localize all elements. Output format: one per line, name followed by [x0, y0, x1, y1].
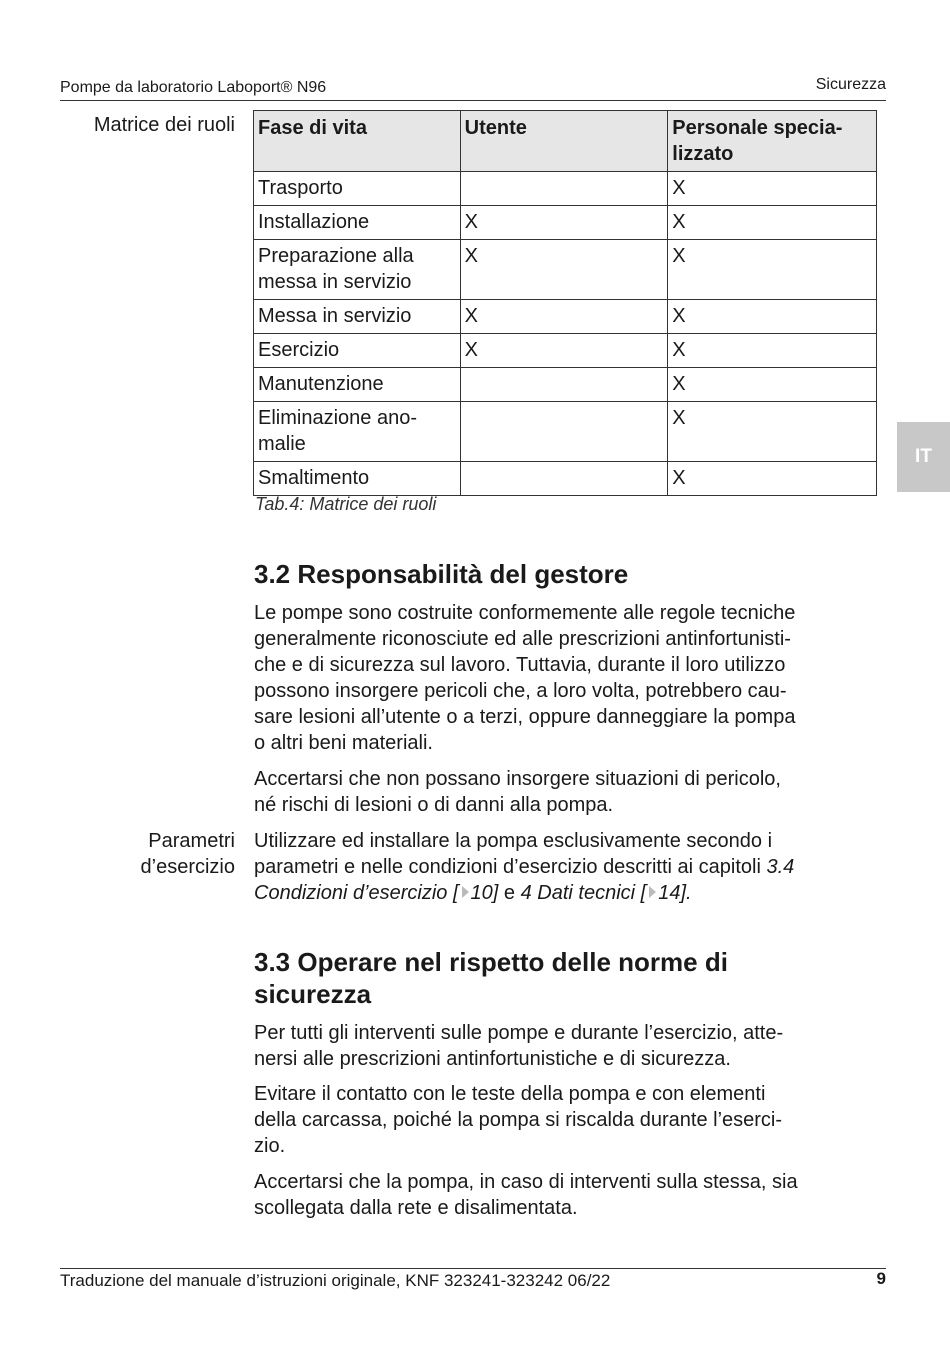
phase-cell: Esercizio	[254, 334, 461, 368]
text-line: nersi alle prescrizioni antinfortunistiche e di sicurezza.	[254, 1048, 731, 1070]
section-3-3-paragraph-1	[254, 1020, 876, 1072]
text-line: Le pompe sono costruite conformemente alle regole tecniche	[254, 602, 796, 624]
text-line: o altri beni materiali.	[254, 732, 433, 754]
cross-reference-link[interactable]: 3.4	[766, 856, 795, 878]
page-number: 9	[876, 1269, 886, 1288]
side-label-params	[40, 828, 235, 880]
table-row	[254, 206, 877, 240]
roles-matrix-table	[253, 110, 877, 496]
cross-reference-link[interactable]	[521, 882, 692, 904]
table-row	[254, 172, 877, 206]
header-specialist-line-2: lizzato	[672, 143, 734, 165]
table-header-row	[254, 111, 877, 172]
phase-line-1: Preparazione alla	[258, 245, 414, 267]
phase-line-2: malie	[258, 433, 306, 455]
table-row	[254, 334, 877, 368]
user-cell: X	[460, 334, 668, 368]
specialist-cell: X	[668, 172, 877, 206]
table-row	[254, 402, 877, 462]
reference-text: Condizioni d’esercizio [	[254, 882, 459, 904]
phase-cell: Trasporto	[254, 172, 461, 206]
footer-document-info: Traduzione del manuale d’istruzioni originale, KNF 323241-323242 06/22	[60, 1271, 611, 1290]
section-3-2-title: 3.2 Responsabilità del gestore	[254, 559, 629, 589]
page-header	[60, 78, 886, 101]
user-cell: X	[460, 206, 668, 240]
text-line: parametri e nelle condizioni d’esercizio descritti ai capitoli	[254, 856, 767, 878]
table-row	[254, 300, 877, 334]
header-cell-phase: Fase di vita	[254, 111, 461, 172]
phase-cell: Messa in servizio	[254, 300, 461, 334]
specialist-cell: X	[668, 368, 877, 402]
table-row	[254, 368, 877, 402]
specialist-cell: X	[668, 334, 877, 368]
header-cell-user: Utente	[460, 111, 668, 172]
side-label-line: Parametri	[148, 830, 235, 852]
reference-text: 4 Dati tecnici [	[520, 882, 647, 904]
header-cell-specialist	[668, 111, 877, 172]
specialist-cell: X	[668, 402, 877, 462]
user-cell: X	[460, 240, 668, 300]
section-3-3-paragraph-2	[254, 1081, 876, 1159]
user-cell: X	[460, 300, 668, 334]
side-label-line: d’esercizio	[140, 856, 235, 878]
phase-cell: Installazione	[254, 206, 461, 240]
side-label-roles: Matrice dei ruoli	[93, 114, 235, 136]
phase-cell	[254, 240, 461, 300]
phase-cell	[254, 402, 461, 462]
text-line: Accertarsi che non possano insorgere situazioni di pericolo,	[254, 768, 781, 790]
table-caption: Tab.4: Matrice dei ruoli	[255, 494, 437, 514]
phase-line-1: Eliminazione ano-	[258, 407, 417, 429]
user-cell	[460, 402, 668, 462]
title-line: 3.3 Operare nel rispetto delle norme di	[254, 947, 728, 977]
section-3-2-paragraph-3	[254, 828, 876, 906]
user-cell	[460, 462, 668, 496]
page-arrow-icon	[462, 886, 469, 898]
text-line: Evitare il contatto con le teste della pompa e con elementi	[254, 1083, 766, 1105]
title-line: sicurezza	[254, 979, 372, 1009]
specialist-cell: X	[668, 462, 877, 496]
section-3-2-paragraph-1	[254, 600, 876, 756]
specialist-cell: X	[668, 206, 877, 240]
text-line: che e di sicurezza sul lavoro. Tuttavia, durante il loro utilizzo	[254, 654, 786, 676]
section-3-2-paragraph-2	[254, 766, 876, 818]
section-3-3-title	[254, 946, 874, 1010]
text-line: né rischi di lesioni o di danni alla pompa.	[254, 794, 614, 816]
section-3-3-paragraph-3	[254, 1169, 876, 1221]
text-line: zio.	[254, 1135, 286, 1157]
language-tab[interactable]: IT	[897, 422, 950, 492]
table-row	[254, 462, 877, 496]
phase-line-2: messa in servizio	[258, 271, 412, 293]
phase-cell: Manutenzione	[254, 368, 461, 402]
text-line: scollegata dalla rete e disalimentata.	[254, 1197, 578, 1219]
specialist-cell: X	[668, 240, 877, 300]
text-line: generalmente riconosciute ed alle prescrizioni antinfortunisti-	[254, 628, 791, 650]
page-footer	[60, 1268, 886, 1291]
header-section-name: Sicurezza	[815, 76, 886, 93]
table-row	[254, 240, 877, 300]
text-line: della carcassa, poiché la pompa si riscalda durante l’eserci-	[254, 1109, 783, 1131]
cross-reference-link[interactable]	[254, 882, 498, 904]
text-line: Utilizzare ed installare la pompa esclusivamente secondo i	[254, 830, 773, 852]
text-line: Per tutti gli interventi sulle pompe e durante l’esercizio, atte-	[254, 1022, 784, 1044]
user-cell	[460, 368, 668, 402]
phase-cell: Smaltimento	[254, 462, 461, 496]
specialist-cell: X	[668, 300, 877, 334]
header-product-title: Pompe da laboratorio Laboport® N96	[60, 79, 327, 96]
text-line: sare lesioni all’utente o a terzi, oppure danneggiare la pompa	[254, 706, 796, 728]
reference-page: 10]	[470, 882, 499, 904]
text-line: possono insorgere pericoli che, a loro volta, potrebbero cau-	[254, 680, 787, 702]
header-specialist-line-1: Personale specia-	[672, 117, 843, 139]
text-line: e	[498, 882, 521, 904]
page-arrow-icon	[649, 886, 656, 898]
reference-page: 14].	[658, 882, 692, 904]
text-line: Accertarsi che la pompa, in caso di interventi sulla stessa, sia	[254, 1171, 798, 1193]
user-cell	[460, 172, 668, 206]
